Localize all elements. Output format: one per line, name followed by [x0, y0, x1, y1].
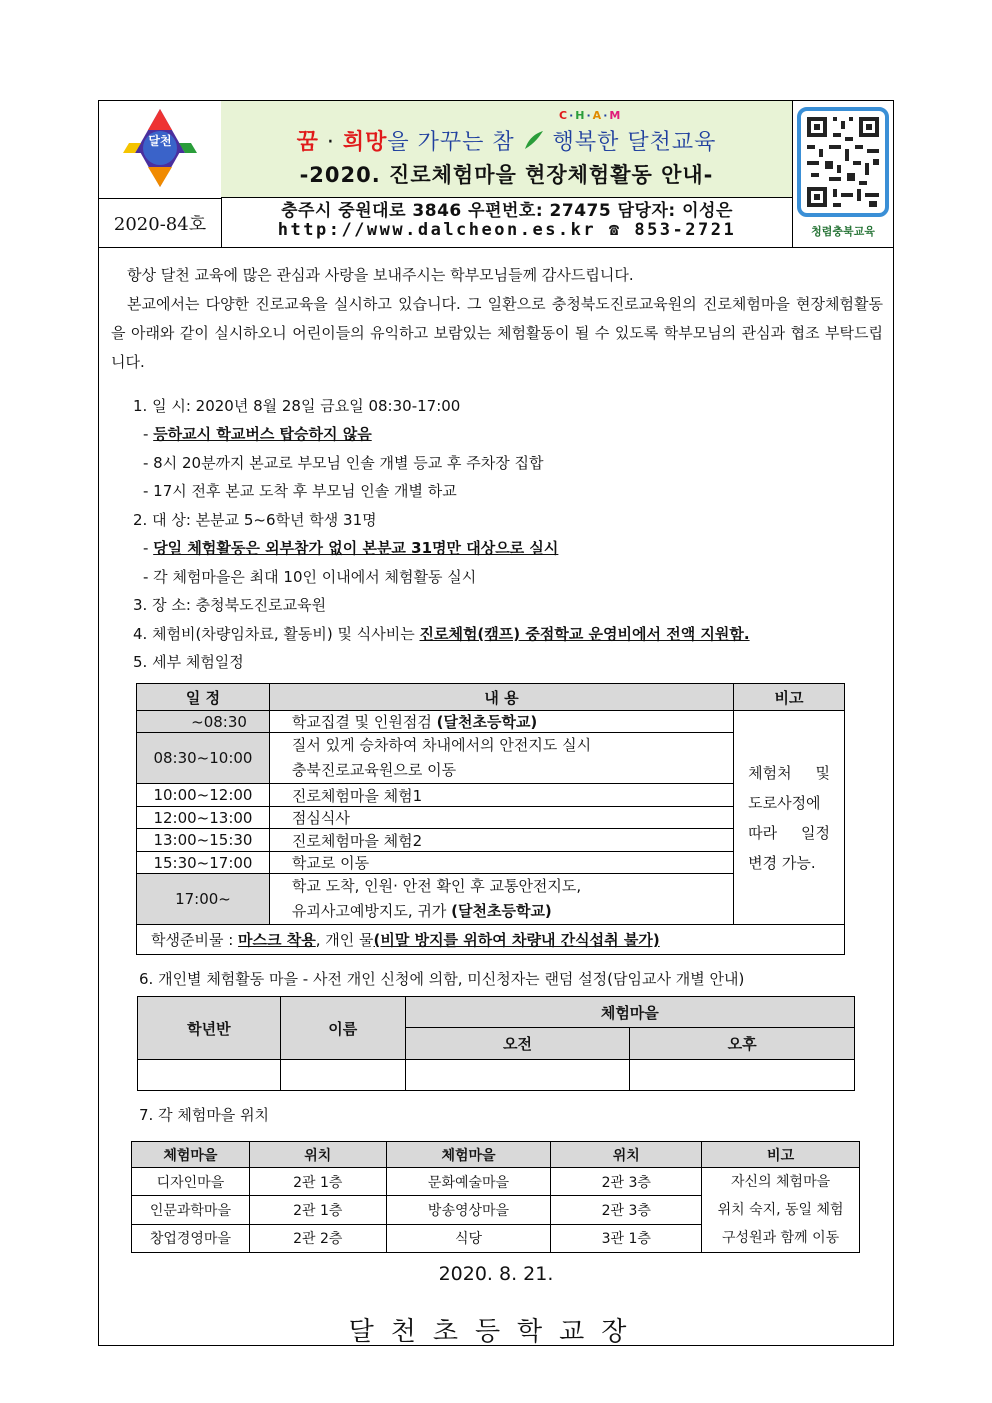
content-text: 충북진로교육원으로 이동 — [291, 761, 457, 779]
qr-cell — [793, 101, 893, 247]
signup-name-input[interactable] — [280, 1060, 405, 1091]
signup-am-input[interactable] — [405, 1060, 630, 1091]
logo-text: 달천 — [148, 134, 172, 148]
address-cell — [221, 198, 793, 247]
schedule-content: 진로체험마을 체험1 — [269, 784, 733, 807]
item-1-note-b: - 8시 20분까지 본교로 부모님 인솔 개별 등교 후 주차장 집합 — [143, 454, 544, 472]
no-snack-note: (비말 방지를 위하여 차량내 간식섭취 불가) — [373, 931, 660, 949]
school-logo-cell — [99, 101, 222, 199]
schedule-table — [136, 683, 845, 955]
mask-note: 마스크 착용 — [238, 931, 316, 949]
signup-class-input[interactable] — [138, 1060, 281, 1091]
loc-village: 식당 — [386, 1224, 551, 1252]
cost-text: 4. 체험비(차량임차료, 활동비) 및 식사비는 — [133, 625, 420, 643]
title-word-cultivate: 을 가꾸는 참 — [387, 130, 515, 155]
item-7-locations-title: 7. 각 체험마을 위치 — [139, 1106, 270, 1124]
title-word-dream: 꿈 — [296, 130, 319, 155]
loc-place: 2관 1층 — [249, 1196, 386, 1224]
target-only-note: 당일 체험활동은 외부참가 없이 본분교 31명만 대상으로 실시 — [153, 539, 559, 557]
schedule-time: 15:30~17:00 — [137, 852, 270, 874]
content-bold: (달천초등학교) — [436, 713, 538, 731]
footer-text: , 개인 물 — [315, 931, 374, 949]
schedule-header-content: 내 용 — [269, 684, 733, 711]
schedule-footer — [137, 925, 845, 955]
issue-number: 2020-84호 — [99, 198, 222, 247]
item-3-place: 3. 장 소: 충청북도진로교육원 — [133, 596, 327, 614]
schedule-time: 17:00~ — [137, 874, 270, 925]
loc-header-note: 비고 — [702, 1142, 860, 1168]
item-2-note-a — [143, 537, 558, 558]
note-line: 변경 가능. — [748, 853, 816, 872]
dash: - — [143, 425, 154, 443]
loc-village: 문화예술마을 — [386, 1168, 551, 1196]
document-date: 2020. 8. 21. — [438, 1263, 554, 1285]
schedule-header-time: 일 정 — [137, 684, 270, 711]
loc-header-place-2: 위치 — [551, 1142, 702, 1168]
intro-paragraph-1: 항상 달천 교육에 많은 관심과 사랑을 보내주시는 학부모님들께 감사드립니다. — [127, 266, 634, 284]
loc-note — [702, 1168, 860, 1253]
school-star-logo-icon — [99, 101, 221, 198]
qr-code-icon — [793, 101, 893, 247]
loc-header-village: 체험마을 — [132, 1142, 250, 1168]
signup-table — [137, 996, 855, 1091]
note-line: 체험처 및 — [748, 763, 830, 782]
title-banner — [221, 101, 793, 198]
loc-header-place: 위치 — [249, 1142, 386, 1168]
loc-header-village-2: 체험마을 — [386, 1142, 551, 1168]
loc-place: 2관 1층 — [249, 1168, 386, 1196]
dash: - — [143, 539, 154, 557]
item-5-schedule-title: 5. 세부 체험일정 — [133, 653, 244, 671]
schedule-content: 진로체험마을 체험2 — [269, 829, 733, 852]
item-6-signup-title: 6. 개인별 체험활동 마을 - 사전 개인 신청에 의함, 미신청자는 랜덤 설정(담임교사 개별 안내) — [139, 970, 745, 988]
qr-caption: 청렴충북교육 — [811, 225, 875, 238]
schedule-time: 08:30~10:00 — [137, 733, 270, 784]
url-line: http://www.dalcheon.es.kr ☎ 853-2721 — [277, 220, 737, 240]
title-dot: · — [326, 130, 335, 155]
content-text: 학교집결 및 인원점검 — [291, 713, 437, 731]
note-line: 자신의 체험마을 — [731, 1174, 831, 1190]
schedule-time: 12:00~13:00 — [137, 807, 270, 829]
schedule-time: 10:00~12:00 — [137, 784, 270, 807]
loc-place: 2관 3층 — [551, 1168, 702, 1196]
signup-pm-input[interactable] — [630, 1060, 855, 1091]
loc-place: 3관 1층 — [551, 1224, 702, 1252]
loc-place: 2관 3층 — [551, 1196, 702, 1224]
schedule-content — [269, 733, 733, 784]
signup-header-name: 이름 — [280, 997, 405, 1060]
loc-village: 디자인마을 — [132, 1168, 250, 1196]
content-text: 유괴사고예방지도, 귀가 — [291, 902, 452, 920]
content-text: 질서 있게 승차하여 차내에서의 안전지도 실시 — [291, 736, 592, 754]
signup-header-village: 체험마을 — [405, 997, 854, 1028]
item-2-target: 2. 대 상: 본분교 5~6학년 학생 31명 — [133, 511, 377, 529]
schedule-time: 13:00~15:30 — [137, 829, 270, 852]
letterhead — [99, 101, 893, 248]
schedule-content: 점심식사 — [269, 807, 733, 829]
footer-label: 학생준비물 : — [151, 931, 239, 949]
cham-label: C·H·A·M — [559, 109, 623, 122]
title-word-hope: 희망 — [342, 130, 388, 155]
loc-village: 인문과학마을 — [132, 1196, 250, 1224]
note-line: 도로사정에 — [748, 793, 821, 812]
signup-header-pm: 오후 — [630, 1028, 855, 1060]
loc-village: 창업경영마을 — [132, 1224, 250, 1252]
item-1-note-a — [143, 423, 372, 444]
signup-header-am: 오전 — [405, 1028, 630, 1060]
document-title: -2020. 진로체험마을 현장체험활동 안내- — [299, 163, 714, 187]
schedule-content: 학교로 이동 — [269, 852, 733, 874]
schedule-note — [734, 711, 845, 925]
item-2-note-b: - 각 체험마을은 최대 10인 이내에서 체험활동 실시 — [143, 568, 477, 586]
address-line: 충주시 중원대로 3846 우편번호: 27475 담당자: 이성은 — [281, 201, 733, 221]
leaf-icon — [523, 129, 545, 151]
item-4-cost — [133, 623, 750, 644]
locations-table — [131, 1141, 860, 1253]
schedule-content — [269, 874, 733, 925]
item-1-date: 1. 일 시: 2020년 8월 28일 금요일 08:30-17:00 — [133, 397, 461, 415]
no-school-bus-note: 등하교시 학교버스 탑승하지 않음 — [153, 425, 372, 443]
schedule-content — [269, 711, 733, 733]
loc-village: 방송영상마을 — [386, 1196, 551, 1224]
document-frame — [98, 100, 894, 1346]
content-bold: (달천초등학교) — [451, 902, 552, 920]
content-text: 학교 도착, 인원· 안전 확인 후 교통안전지도, — [291, 877, 582, 895]
principal-signature: 달천초등학교장 — [348, 1317, 644, 1347]
loc-place: 2관 2층 — [249, 1224, 386, 1252]
note-line: 위치 숙지, 동일 체험 — [717, 1202, 844, 1218]
item-1-note-c: - 17시 전후 본교 도착 후 부모님 인솔 개별 하교 — [143, 482, 457, 500]
schedule-header-note: 비고 — [734, 684, 845, 711]
title-word-happy: 행복한 달천교육 — [552, 130, 717, 155]
schedule-time: ~08:30 — [137, 711, 270, 733]
note-line: 따라 일정 — [748, 823, 830, 842]
note-line: 구성원과 함께 이동 — [722, 1230, 840, 1246]
signup-header-class: 학년반 — [138, 997, 281, 1060]
cost-support-note: 진로체험(캠프) 중점학교 운영비에서 전액 지원함. — [419, 625, 750, 643]
intro-paragraph-2: 본교에서는 다양한 진로교육을 실시하고 있습니다. 그 일환으로 충청북도진로교육원의 진로체험마을 현장체험활동을 아래와 같이 실시하오니 어린이들의 유익하고 보람있는 체험활동이 될 수 있도록 학부모님의 관심과 협조 부탁드립니다. — [111, 295, 883, 371]
title-line-1 — [221, 125, 792, 156]
